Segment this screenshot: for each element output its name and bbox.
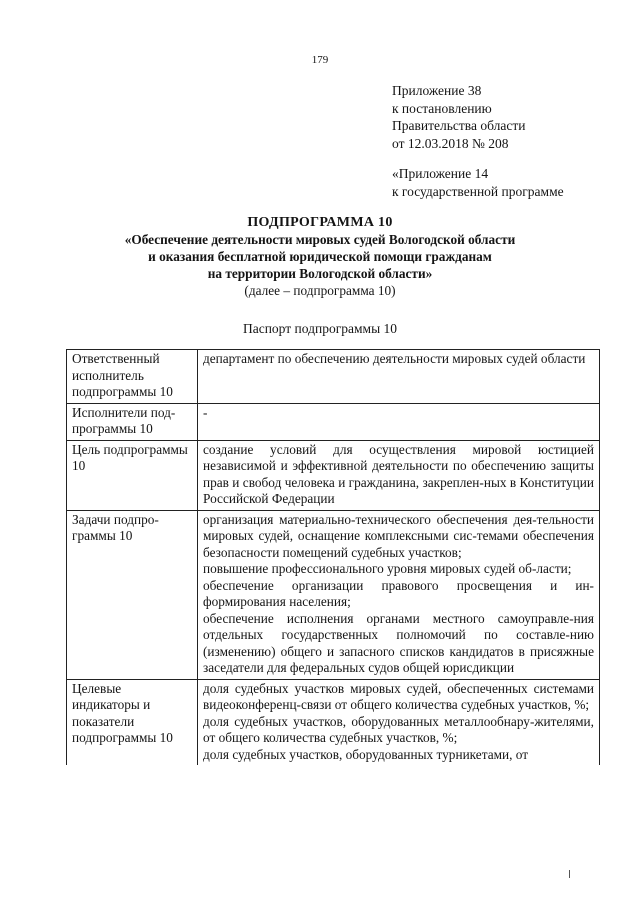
list-item: доля судебных участков мировых судей, обеспеченных системами видеоконференц-связи от общего количества судебных участков, %; <box>203 680 594 712</box>
table-row <box>67 440 600 510</box>
appendix-line: к государственной программе <box>392 183 564 199</box>
table-row <box>67 403 600 440</box>
row-content: - <box>198 403 600 440</box>
row-label: Цель подпрограммы 10 <box>67 440 198 510</box>
row-label: Задачи подпро-граммы 10 <box>67 510 198 679</box>
appendix-14-block <box>392 165 632 200</box>
subprogram-note: (далее – подпрограмма 10) <box>244 283 396 298</box>
passport-table <box>66 349 600 765</box>
list-item: доля судебных участков, оборудованных металлообнару-жителями, от общего количества судебных участков, %; <box>203 713 594 745</box>
subprogram-name-line: «Обеспечение деятельности мировых судей Вологодской области <box>124 232 516 247</box>
page-number: 179 <box>311 54 329 66</box>
subprogram-name-line: и оказания бесплатной юридической помощи гражданам <box>148 249 492 264</box>
row-label: Целевые индикаторы и показатели подпрограммы 10 <box>67 679 198 765</box>
table-row <box>67 350 600 404</box>
appendix-line: «Приложение 14 <box>392 166 489 181</box>
list-item: повышение профессионального уровня мировых судей об-ласти; <box>203 561 572 576</box>
subprogram-title: ПОДПРОГРАММА 10 <box>247 215 393 230</box>
appendix-line: от 12.03.2018 № 208 <box>392 135 509 151</box>
table-row <box>67 510 600 679</box>
row-label: Исполнители под-программы 10 <box>67 403 198 440</box>
list-item: доля судебных участков, оборудованных турникетами, от <box>203 746 529 762</box>
appendix-line: Приложение 38 <box>392 83 482 98</box>
appendix-line: Правительства области <box>392 118 526 133</box>
row-content: создание условий для осуществления мировой юстицией независимой и эффективной деятельности по обеспечению защиты прав и свобод человека и гражданина, закреплен-ных в Конституции Российской Федерации <box>198 440 600 510</box>
passport-title: Паспорт подпрограммы 10 <box>242 321 398 336</box>
table-row <box>67 679 600 765</box>
row-content: департамент по обеспечению деятельности мировых судей области <box>198 350 600 404</box>
row-label: Ответственный исполнитель подпрограммы 10 <box>67 350 198 404</box>
row-content <box>198 679 600 765</box>
list-item: обеспечение организации правового просвещения и ин-формирования населения; <box>203 577 594 609</box>
subprogram-title-block <box>0 214 640 299</box>
appendix-line: к постановлению <box>392 100 492 116</box>
list-item: обеспечение исполнения органами местного самоуправле-ния отдельных государственных полномочий по составле-нию (изменению) общего и запасного списков кандидатов в присяжные заседатели для федеральных судов общей юрисдикции <box>203 610 594 675</box>
list-item: организация материально-технического обеспечения дея-тельности мировых судей, оснащение комплексными сис-темами обеспечения безопасности помещений судебных участков; <box>203 511 594 560</box>
appendix-38-block <box>392 82 632 152</box>
subprogram-name-line: на территории Вологодской области» <box>207 266 433 281</box>
scan-mark <box>569 870 570 878</box>
row-content <box>198 510 600 679</box>
